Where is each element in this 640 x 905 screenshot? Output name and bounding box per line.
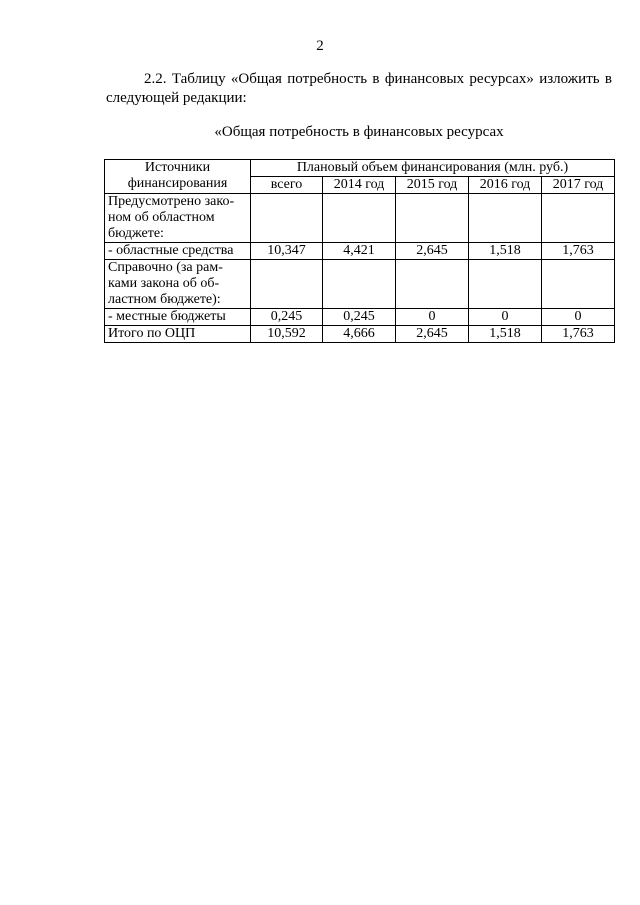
cell: 4,421 [323,243,396,260]
header-col: 2014 год [323,177,396,194]
cell [469,194,542,243]
row-label: Предусмотрено зако-ном об областном бюджете: [105,194,251,243]
cell [251,194,323,243]
table-heading: «Общая потребность в финансовых ресурсах [214,124,504,140]
cell [251,260,323,309]
row-label: - местные бюджеты [105,309,251,326]
cell [323,194,396,243]
paragraph-text: 2.2. Таблицу «Общая потребность в финансовых ресурсах» изложить в следующей редакции: [106,71,612,106]
row-label: Итого по ОЦП [105,326,251,343]
financing-table [104,159,615,343]
table-row [105,309,615,326]
row-label: Справочно (за рам-ками закона об об-ластном бюджете): [105,260,251,309]
header-col: всего [251,177,323,194]
table-row [105,243,615,260]
table-row-total [105,326,615,343]
page-number: 2 [316,38,324,54]
cell: 10,592 [251,326,323,343]
table-header-row [105,160,615,177]
cell [396,260,469,309]
row-label: - областные средства [105,243,251,260]
cell: 0 [542,309,615,326]
cell: 2,645 [396,243,469,260]
header-col: 2017 год [542,177,615,194]
cell: 0 [469,309,542,326]
cell: 1,518 [469,243,542,260]
table-row [105,194,615,243]
cell [396,194,469,243]
cell: 10,347 [251,243,323,260]
header-volume: Плановый объем финансирования (млн. руб.) [251,160,615,177]
cell: 1,763 [542,326,615,343]
table-row [105,260,615,309]
cell: 2,645 [396,326,469,343]
body-paragraph [106,70,612,108]
cell [469,260,542,309]
cell: 0,245 [251,309,323,326]
header-sources: Источники финансирования [105,160,251,194]
header-col: 2015 год [396,177,469,194]
cell: 0,245 [323,309,396,326]
cell [323,260,396,309]
cell [542,260,615,309]
cell: 0 [396,309,469,326]
header-col: 2016 год [469,177,542,194]
cell [542,194,615,243]
cell: 1,518 [469,326,542,343]
cell: 1,763 [542,243,615,260]
cell: 4,666 [323,326,396,343]
